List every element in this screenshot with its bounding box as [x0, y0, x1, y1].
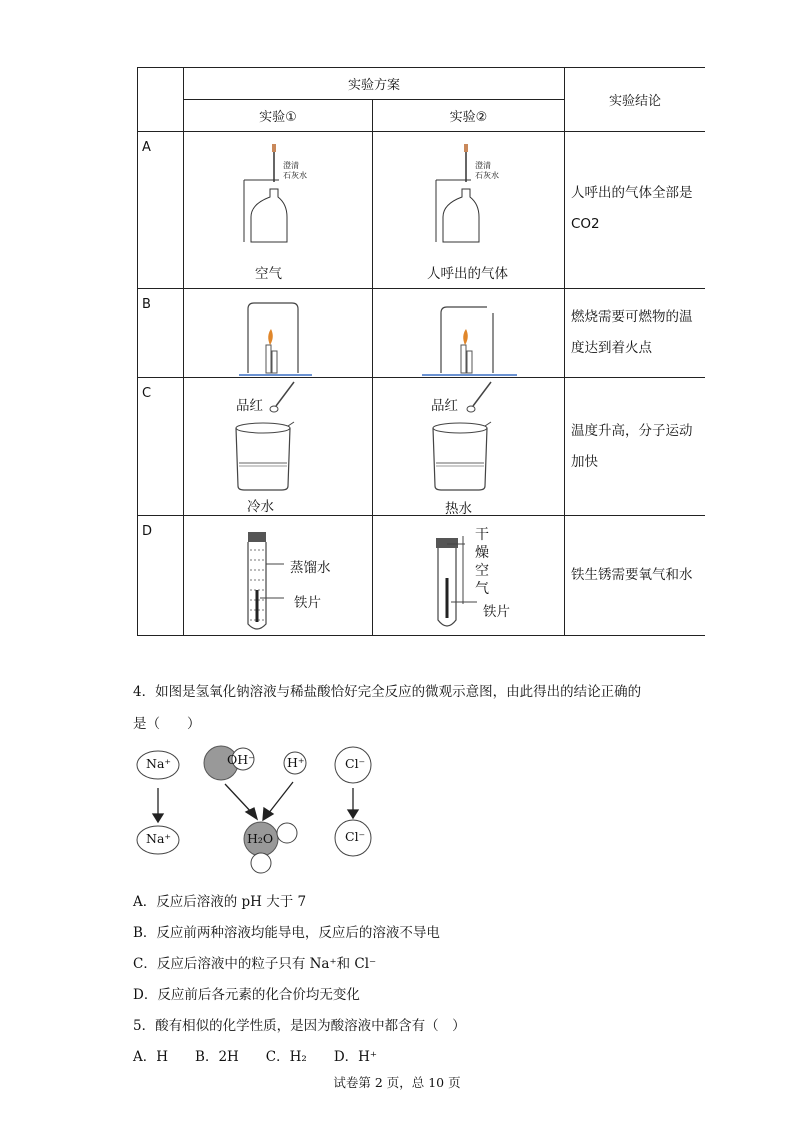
reagent-label-1: 品红: [236, 398, 263, 414]
caption-air: 空气: [255, 266, 282, 282]
row-label-a: A: [142, 140, 151, 155]
table-corner-cell: [138, 68, 184, 132]
beaker-cold-water-diagram: [184, 378, 372, 516]
conclusion-b-line2: 度达到着火点: [571, 340, 652, 356]
dropper-label-3: 澄清: [475, 161, 491, 170]
table-row-c: [138, 378, 706, 516]
label-iron-1: 铁片: [294, 595, 321, 611]
question4-line2: 是（ ）: [133, 716, 201, 732]
ion-na-bottom: Na⁺: [146, 831, 171, 846]
test-tube-water-diagram: [184, 516, 372, 636]
conclusion-c-line1: 温度升高，分子运动: [571, 423, 693, 439]
row-b-exp1-cell: [184, 289, 373, 378]
row-c-conclusion: [565, 378, 706, 516]
label-dry-1: 干: [475, 527, 489, 543]
dropper-label-1: 澄清: [283, 161, 299, 170]
conclusion-a-line1: 人呼出的气体全部是: [571, 185, 693, 201]
test-tube-dry-air-diagram: [373, 516, 564, 636]
conclusion-b-line1: 燃烧需要可燃物的温: [571, 309, 693, 325]
ion-cl-top: Cl⁻: [345, 756, 366, 771]
row-b-exp2-cell: [373, 289, 565, 378]
question5-options: A．H B．2H C．H₂ D．H⁺: [133, 1049, 378, 1065]
question4-option-d: D．反应前后各元素的化合价均无变化: [133, 987, 360, 1003]
row-c-exp1-cell: [184, 378, 373, 516]
header-exp1: 实验①: [184, 100, 373, 132]
ion-na-top: Na⁺: [146, 756, 171, 771]
row-label-d: D: [142, 524, 153, 539]
row-a-conclusion: [565, 132, 706, 289]
dropper-bulb: [272, 144, 276, 152]
conclusion-a-line2: CO2: [571, 216, 600, 232]
header-scheme: 实验方案: [184, 68, 565, 100]
row-d-exp1-cell: [184, 516, 373, 636]
candle-beaker-diagram-1: [184, 289, 372, 378]
row-d-exp2-cell: [373, 516, 565, 636]
label-dry-3: 空: [475, 563, 489, 579]
row-c-exp2-cell: [373, 378, 565, 516]
label-iron-2: 铁片: [483, 604, 510, 620]
row-a-exp1-cell: [184, 132, 373, 289]
candle-flame: [268, 329, 273, 345]
question4-option-b: B．反应前两种溶液均能导电，反应后的溶液不导电: [133, 925, 440, 941]
header-conclusion: 实验结论: [565, 68, 706, 132]
caption-cold-water: 冷水: [247, 499, 274, 515]
question4-option-a: A．反应后溶液的 pH 大于 7: [133, 894, 307, 910]
ion-oh: OH⁻: [227, 752, 255, 767]
caption-breath: 人呼出的气体: [427, 266, 508, 282]
beaker-hot-water-diagram: [373, 378, 564, 516]
question5-line1: 5．酸有相似的化学性质，是因为酸溶液中都含有（ ）: [133, 1018, 466, 1034]
experiment-table: [137, 67, 705, 636]
conclusion-c-line2: 加快: [571, 454, 598, 470]
candle-beaker-diagram-2: [373, 289, 564, 378]
table-row-d: [138, 516, 706, 636]
caption-hot-water: 热水: [445, 501, 472, 517]
label-dry-4: 气: [475, 581, 489, 597]
row-label-c: C: [142, 386, 152, 401]
molecule-h2o: H₂O: [247, 831, 274, 846]
question4-line1: 4．如图是氢氧化钠溶液与稀盐酸恰好完全反应的微观示意图，由此得出的结论正确的: [133, 684, 642, 700]
row-label-b: B: [142, 297, 151, 312]
ion-h: H⁺: [287, 755, 305, 770]
question4-option-c: C．反应后溶液中的粒子只有 Na⁺和 Cl⁻: [133, 956, 377, 972]
ion-cl-bottom: Cl⁻: [345, 829, 366, 844]
dropper-label-4: 石灰水: [475, 171, 499, 180]
table-row-a: [138, 132, 706, 289]
header-exp2: 实验②: [373, 100, 565, 132]
row-b-conclusion: [565, 289, 706, 378]
label-dry-2: 燥: [475, 545, 489, 561]
table-row-b: [138, 289, 706, 378]
reagent-label-2: 品红: [431, 398, 458, 414]
label-distilled-water: 蒸馏水: [290, 560, 331, 576]
row-d-conclusion: [565, 516, 706, 636]
page-footer: 试卷第 2 页，总 10 页: [333, 1075, 461, 1090]
row-a-exp2-cell: [373, 132, 565, 289]
dropper-label-2: 石灰水: [283, 171, 307, 180]
conclusion-d-line1: 铁生锈需要氧气和水: [571, 567, 693, 583]
